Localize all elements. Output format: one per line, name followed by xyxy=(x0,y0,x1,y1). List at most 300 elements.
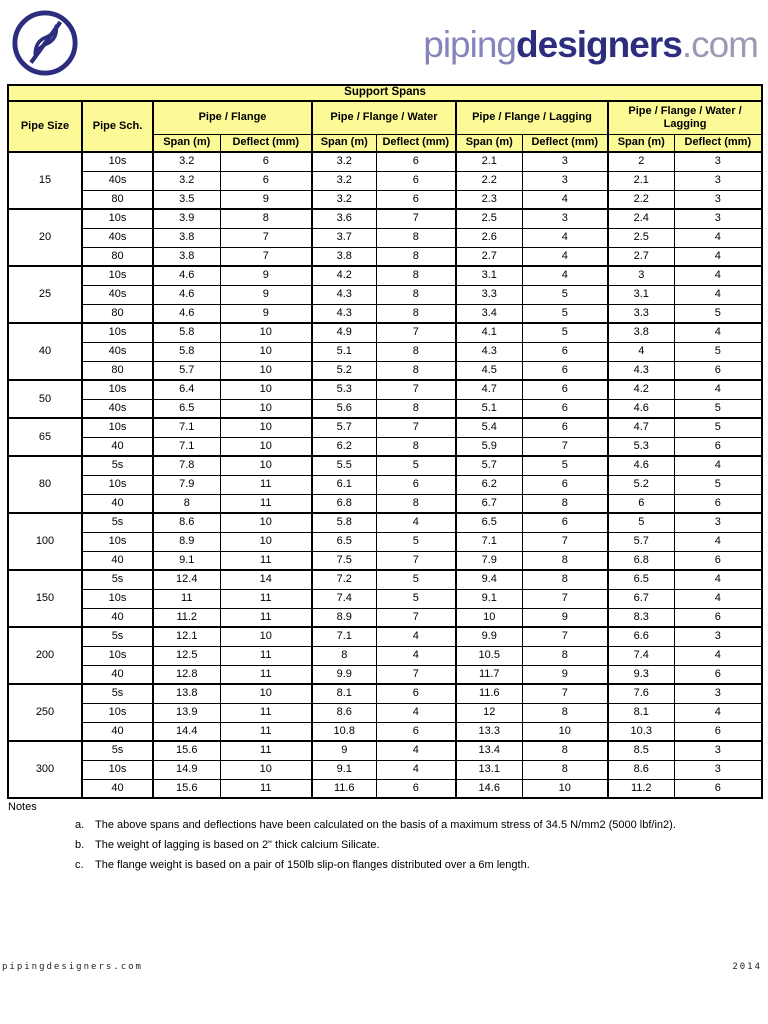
deflect-value-cell: 8 xyxy=(522,741,608,760)
deflect-value-cell: 10 xyxy=(220,684,312,703)
span-value-cell: 7.8 xyxy=(153,456,220,475)
span-value-cell: 4.2 xyxy=(608,380,674,399)
deflect-value-cell: 11 xyxy=(220,722,312,741)
span-value-cell: 9.1 xyxy=(153,551,220,570)
note-item xyxy=(7,819,761,833)
deflect-value-cell: 11 xyxy=(220,551,312,570)
deflect-value-cell: 5 xyxy=(674,304,762,323)
deflect-value-cell: 7 xyxy=(522,532,608,551)
deflect-value-cell: 11 xyxy=(220,779,312,798)
deflect-value-cell: 4 xyxy=(674,247,762,266)
span-value-cell: 5.9 xyxy=(456,437,522,456)
deflect-value-cell: 4 xyxy=(376,627,456,646)
span-value-cell: 3.1 xyxy=(608,285,674,304)
span-value-cell: 10 xyxy=(456,608,522,627)
span-value-cell: 3.2 xyxy=(312,190,376,209)
span-value-cell: 2.1 xyxy=(456,152,522,171)
deflect-value-cell: 4 xyxy=(376,703,456,722)
pipe-sch-cell: 10s xyxy=(82,152,153,171)
sub-header-deflect: Deflect (mm) xyxy=(522,134,608,152)
pipe-sch-cell: 5s xyxy=(82,456,153,475)
deflect-value-cell: 4 xyxy=(376,646,456,665)
group-header-pipe-flange-water: Pipe / Flange / Water xyxy=(312,101,456,134)
span-value-cell: 2.5 xyxy=(456,209,522,228)
deflect-value-cell: 4 xyxy=(674,266,762,285)
deflect-value-cell: 14 xyxy=(220,570,312,589)
span-value-cell: 9.3 xyxy=(608,665,674,684)
pipe-sch-cell: 40 xyxy=(82,608,153,627)
span-value-cell: 9.9 xyxy=(312,665,376,684)
span-value-cell: 12.5 xyxy=(153,646,220,665)
span-value-cell: 6.8 xyxy=(312,494,376,513)
span-value-cell: 10.3 xyxy=(608,722,674,741)
span-value-cell: 11 xyxy=(153,589,220,608)
deflect-value-cell: 8 xyxy=(522,703,608,722)
span-value-cell: 4.2 xyxy=(312,266,376,285)
deflect-value-cell: 8 xyxy=(376,304,456,323)
deflect-value-cell: 8 xyxy=(522,646,608,665)
deflect-value-cell: 3 xyxy=(674,190,762,209)
wordmark-piping: piping xyxy=(423,24,517,65)
span-value-cell: 3.8 xyxy=(312,247,376,266)
span-value-cell: 5.6 xyxy=(312,399,376,418)
note-item xyxy=(7,859,761,873)
table-row xyxy=(8,247,762,266)
deflect-value-cell: 3 xyxy=(674,760,762,779)
deflect-value-cell: 10 xyxy=(522,722,608,741)
deflect-value-cell: 3 xyxy=(674,741,762,760)
span-value-cell: 6 xyxy=(608,494,674,513)
span-value-cell: 4.3 xyxy=(608,361,674,380)
deflect-value-cell: 8 xyxy=(376,228,456,247)
span-value-cell: 8.9 xyxy=(312,608,376,627)
deflect-value-cell: 6 xyxy=(376,722,456,741)
span-value-cell: 2.7 xyxy=(608,247,674,266)
deflect-value-cell: 4 xyxy=(674,228,762,247)
span-value-cell: 9.9 xyxy=(456,627,522,646)
brand-header xyxy=(0,0,768,84)
deflect-value-cell: 8 xyxy=(376,494,456,513)
deflect-value-cell: 6 xyxy=(522,399,608,418)
size-group-250 xyxy=(8,684,762,741)
pipe-sch-cell: 80 xyxy=(82,304,153,323)
span-value-cell: 5.7 xyxy=(312,418,376,437)
span-value-cell: 4.6 xyxy=(153,266,220,285)
span-value-cell: 13.1 xyxy=(456,760,522,779)
deflect-value-cell: 7 xyxy=(220,247,312,266)
note-letter: b. xyxy=(75,838,85,851)
deflect-value-cell: 5 xyxy=(376,589,456,608)
deflect-value-cell: 10 xyxy=(220,760,312,779)
span-value-cell: 9.1 xyxy=(312,760,376,779)
deflect-value-cell: 4 xyxy=(674,380,762,399)
deflect-value-cell: 4 xyxy=(674,456,762,475)
span-value-cell: 13.9 xyxy=(153,703,220,722)
span-value-cell: 3.8 xyxy=(153,228,220,247)
span-value-cell: 6.4 xyxy=(153,380,220,399)
pipe-sch-cell: 10s xyxy=(82,703,153,722)
deflect-value-cell: 7 xyxy=(522,684,608,703)
pipe-size-cell: 65 xyxy=(8,418,82,456)
table-row xyxy=(8,342,762,361)
pipe-sch-cell: 10s xyxy=(82,266,153,285)
span-value-cell: 5 xyxy=(608,513,674,532)
col-header-pipe-sch: Pipe Sch. xyxy=(82,101,153,152)
span-value-cell: 5.7 xyxy=(153,361,220,380)
deflect-value-cell: 3 xyxy=(674,513,762,532)
deflect-value-cell: 7 xyxy=(522,627,608,646)
wordmark-designers: designers xyxy=(516,24,682,65)
span-value-cell: 6.6 xyxy=(608,627,674,646)
col-header-pipe-size: Pipe Size xyxy=(8,101,82,152)
table-row xyxy=(8,627,762,646)
table-row xyxy=(8,418,762,437)
group-header-pipe-flange-water-lagging: Pipe / Flange / Water / Lagging xyxy=(608,101,762,134)
notes-label: Notes xyxy=(8,801,37,813)
span-value-cell: 4.7 xyxy=(456,380,522,399)
span-value-cell: 6.5 xyxy=(608,570,674,589)
size-group-300 xyxy=(8,741,762,798)
deflect-value-cell: 10 xyxy=(220,456,312,475)
pipe-sch-cell: 10s xyxy=(82,760,153,779)
pipe-sch-cell: 40 xyxy=(82,779,153,798)
deflect-value-cell: 10 xyxy=(220,342,312,361)
deflect-value-cell: 8 xyxy=(376,342,456,361)
pipe-sch-cell: 80 xyxy=(82,361,153,380)
pipe-size-cell: 250 xyxy=(8,684,82,741)
span-value-cell: 2.6 xyxy=(456,228,522,247)
span-value-cell: 3.2 xyxy=(312,171,376,190)
deflect-value-cell: 8 xyxy=(376,247,456,266)
deflect-value-cell: 3 xyxy=(522,152,608,171)
deflect-value-cell: 5 xyxy=(522,323,608,342)
pipe-size-cell: 20 xyxy=(8,209,82,266)
support-spans-table xyxy=(7,84,763,799)
size-group-200 xyxy=(8,627,762,684)
span-value-cell: 3.1 xyxy=(456,266,522,285)
span-value-cell: 5.5 xyxy=(312,456,376,475)
deflect-value-cell: 5 xyxy=(674,399,762,418)
deflect-value-cell: 10 xyxy=(220,513,312,532)
deflect-value-cell: 5 xyxy=(522,285,608,304)
deflect-value-cell: 9 xyxy=(522,608,608,627)
span-value-cell: 11.2 xyxy=(608,779,674,798)
pipingdesigners-logo-icon xyxy=(10,8,80,78)
span-value-cell: 5.8 xyxy=(153,323,220,342)
table-row xyxy=(8,209,762,228)
pipe-size-cell: 100 xyxy=(8,513,82,570)
page-footer xyxy=(0,962,768,972)
span-value-cell: 12.1 xyxy=(153,627,220,646)
deflect-value-cell: 8 xyxy=(376,399,456,418)
span-value-cell: 3.7 xyxy=(312,228,376,247)
span-value-cell: 8.9 xyxy=(153,532,220,551)
span-value-cell: 8 xyxy=(312,646,376,665)
span-value-cell: 4.7 xyxy=(608,418,674,437)
deflect-value-cell: 3 xyxy=(674,627,762,646)
pipe-sch-cell: 80 xyxy=(82,247,153,266)
span-value-cell: 2 xyxy=(608,152,674,171)
table-row xyxy=(8,399,762,418)
span-value-cell: 5.2 xyxy=(312,361,376,380)
sub-header-span: Span (m) xyxy=(153,134,220,152)
note-text: The above spans and deflections have been calculated on the basis of a maximum stress of 34.5 N/mm2 (5000 lbf/in2). xyxy=(95,819,676,831)
footer-site: pipingdesigners.com xyxy=(2,962,143,972)
table-row xyxy=(8,152,762,171)
deflect-value-cell: 5 xyxy=(674,418,762,437)
span-value-cell: 13.8 xyxy=(153,684,220,703)
size-group-100 xyxy=(8,513,762,570)
table-row xyxy=(8,513,762,532)
pipe-sch-cell: 10s xyxy=(82,646,153,665)
span-value-cell: 4.5 xyxy=(456,361,522,380)
size-group-20 xyxy=(8,209,762,266)
span-value-cell: 15.6 xyxy=(153,741,220,760)
span-value-cell: 5.3 xyxy=(608,437,674,456)
deflect-value-cell: 6 xyxy=(522,513,608,532)
pipe-sch-cell: 10s xyxy=(82,532,153,551)
table-row xyxy=(8,266,762,285)
deflect-value-cell: 10 xyxy=(220,627,312,646)
span-value-cell: 7.1 xyxy=(456,532,522,551)
span-value-cell: 6.7 xyxy=(456,494,522,513)
sub-header-deflect: Deflect (mm) xyxy=(220,134,312,152)
span-value-cell: 13.4 xyxy=(456,741,522,760)
pipe-size-cell: 50 xyxy=(8,380,82,418)
span-value-cell: 7.4 xyxy=(312,589,376,608)
span-value-cell: 8 xyxy=(153,494,220,513)
table-row xyxy=(8,494,762,513)
pipe-size-cell: 150 xyxy=(8,570,82,627)
span-value-cell: 13.3 xyxy=(456,722,522,741)
note-item xyxy=(7,839,761,853)
span-value-cell: 7.9 xyxy=(456,551,522,570)
pipe-sch-cell: 10s xyxy=(82,323,153,342)
span-value-cell: 6.5 xyxy=(312,532,376,551)
note-letter: a. xyxy=(75,819,85,831)
deflect-value-cell: 4 xyxy=(522,266,608,285)
table-row xyxy=(8,304,762,323)
span-value-cell: 2.1 xyxy=(608,171,674,190)
sub-header-deflect: Deflect (mm) xyxy=(376,134,456,152)
span-value-cell: 10.5 xyxy=(456,646,522,665)
span-value-cell: 5.3 xyxy=(312,380,376,399)
pipe-sch-cell: 10s xyxy=(82,475,153,494)
deflect-value-cell: 6 xyxy=(674,361,762,380)
deflect-value-cell: 6 xyxy=(376,684,456,703)
span-value-cell: 3.5 xyxy=(153,190,220,209)
table-row xyxy=(8,703,762,722)
span-value-cell: 5.1 xyxy=(456,399,522,418)
deflect-value-cell: 8 xyxy=(376,285,456,304)
span-value-cell: 7.5 xyxy=(312,551,376,570)
deflect-value-cell: 3 xyxy=(674,209,762,228)
span-value-cell: 4.3 xyxy=(312,304,376,323)
table-wrapper xyxy=(7,84,761,799)
span-value-cell: 3.3 xyxy=(456,285,522,304)
pipe-sch-cell: 40 xyxy=(82,551,153,570)
span-value-cell: 7.6 xyxy=(608,684,674,703)
table-row xyxy=(8,722,762,741)
deflect-value-cell: 6 xyxy=(376,475,456,494)
span-value-cell: 5.7 xyxy=(608,532,674,551)
deflect-value-cell: 6 xyxy=(220,171,312,190)
deflect-value-cell: 6 xyxy=(376,779,456,798)
span-value-cell: 2.2 xyxy=(608,190,674,209)
deflect-value-cell: 7 xyxy=(220,228,312,247)
span-value-cell: 3.2 xyxy=(312,152,376,171)
deflect-value-cell: 3 xyxy=(674,684,762,703)
deflect-value-cell: 10 xyxy=(220,323,312,342)
span-value-cell: 3.3 xyxy=(608,304,674,323)
deflect-value-cell: 5 xyxy=(522,456,608,475)
span-value-cell: 8.3 xyxy=(608,608,674,627)
deflect-value-cell: 4 xyxy=(522,190,608,209)
span-value-cell: 6.5 xyxy=(456,513,522,532)
table-row xyxy=(8,190,762,209)
deflect-value-cell: 8 xyxy=(376,361,456,380)
span-value-cell: 12 xyxy=(456,703,522,722)
deflect-value-cell: 3 xyxy=(522,209,608,228)
deflect-value-cell: 7 xyxy=(522,437,608,456)
span-value-cell: 5.8 xyxy=(153,342,220,361)
deflect-value-cell: 7 xyxy=(376,551,456,570)
pipe-size-cell: 40 xyxy=(8,323,82,380)
span-value-cell: 14.6 xyxy=(456,779,522,798)
pipe-sch-cell: 40 xyxy=(82,437,153,456)
span-value-cell: 8.6 xyxy=(312,703,376,722)
pipe-size-cell: 25 xyxy=(8,266,82,323)
span-value-cell: 2.4 xyxy=(608,209,674,228)
group-header-pipe-flange: Pipe / Flange xyxy=(153,101,312,134)
group-header-pipe-flange-lagging: Pipe / Flange / Lagging xyxy=(456,101,608,134)
span-value-cell: 6.1 xyxy=(312,475,376,494)
deflect-value-cell: 3 xyxy=(674,171,762,190)
size-group-40 xyxy=(8,323,762,380)
span-value-cell: 5.4 xyxy=(456,418,522,437)
span-value-cell: 2.3 xyxy=(456,190,522,209)
deflect-value-cell: 10 xyxy=(220,399,312,418)
deflect-value-cell: 10 xyxy=(220,532,312,551)
table-row xyxy=(8,760,762,779)
deflect-value-cell: 4 xyxy=(674,646,762,665)
pipe-sch-cell: 40 xyxy=(82,494,153,513)
deflect-value-cell: 10 xyxy=(220,437,312,456)
deflect-value-cell: 4 xyxy=(674,589,762,608)
span-value-cell: 5.1 xyxy=(312,342,376,361)
pipe-sch-cell: 5s xyxy=(82,570,153,589)
deflect-value-cell: 5 xyxy=(376,570,456,589)
deflect-value-cell: 4 xyxy=(674,570,762,589)
pipe-sch-cell: 40 xyxy=(82,722,153,741)
deflect-value-cell: 8 xyxy=(220,209,312,228)
span-value-cell: 4.6 xyxy=(608,399,674,418)
pipe-size-cell: 80 xyxy=(8,456,82,513)
deflect-value-cell: 4 xyxy=(674,285,762,304)
span-value-cell: 14.4 xyxy=(153,722,220,741)
span-value-cell: 5.8 xyxy=(312,513,376,532)
note-text: The flange weight is based on a pair of 150lb slip-on flanges distributed over a 6m length. xyxy=(95,858,530,871)
deflect-value-cell: 6 xyxy=(522,380,608,399)
table-row xyxy=(8,437,762,456)
deflect-value-cell: 6 xyxy=(674,779,762,798)
span-value-cell: 7.4 xyxy=(608,646,674,665)
table-row xyxy=(8,228,762,247)
deflect-value-cell: 10 xyxy=(220,418,312,437)
span-value-cell: 6.2 xyxy=(456,475,522,494)
size-group-15 xyxy=(8,152,762,209)
table-row xyxy=(8,323,762,342)
span-value-cell: 6.5 xyxy=(153,399,220,418)
span-value-cell: 2.7 xyxy=(456,247,522,266)
sub-header-span: Span (m) xyxy=(456,134,522,152)
size-group-25 xyxy=(8,266,762,323)
span-value-cell: 7.2 xyxy=(312,570,376,589)
table-row xyxy=(8,684,762,703)
pipe-sch-cell: 40s xyxy=(82,171,153,190)
table-row xyxy=(8,532,762,551)
span-value-cell: 3.2 xyxy=(153,152,220,171)
deflect-value-cell: 4 xyxy=(674,532,762,551)
note-letter: c. xyxy=(75,858,84,871)
span-value-cell: 3 xyxy=(608,266,674,285)
pipe-size-cell: 200 xyxy=(8,627,82,684)
deflect-value-cell: 6 xyxy=(674,608,762,627)
span-value-cell: 6.2 xyxy=(312,437,376,456)
deflect-value-cell: 6 xyxy=(674,494,762,513)
deflect-value-cell: 4 xyxy=(674,323,762,342)
span-value-cell: 6.8 xyxy=(608,551,674,570)
notes-section xyxy=(7,801,761,872)
table-row xyxy=(8,741,762,760)
deflect-value-cell: 8 xyxy=(522,494,608,513)
pipe-sch-cell: 40s xyxy=(82,228,153,247)
table-row xyxy=(8,361,762,380)
table-title: Support Spans xyxy=(8,85,762,101)
span-value-cell: 5.7 xyxy=(456,456,522,475)
deflect-value-cell: 5 xyxy=(376,456,456,475)
wordmark xyxy=(423,24,758,66)
deflect-value-cell: 7 xyxy=(376,665,456,684)
table-row xyxy=(8,570,762,589)
pipe-sch-cell: 40 xyxy=(82,665,153,684)
table-row xyxy=(8,665,762,684)
deflect-value-cell: 9 xyxy=(522,665,608,684)
pipe-size-cell: 15 xyxy=(8,152,82,209)
table-row xyxy=(8,285,762,304)
span-value-cell: 8.1 xyxy=(312,684,376,703)
table-row xyxy=(8,456,762,475)
span-value-cell: 4.6 xyxy=(153,285,220,304)
span-value-cell: 11.6 xyxy=(456,684,522,703)
deflect-value-cell: 4 xyxy=(376,760,456,779)
deflect-value-cell: 6 xyxy=(220,152,312,171)
deflect-value-cell: 4 xyxy=(376,513,456,532)
footer-year: 2014 xyxy=(732,962,762,972)
deflect-value-cell: 5 xyxy=(522,304,608,323)
deflect-value-cell: 6 xyxy=(376,171,456,190)
span-value-cell: 4.6 xyxy=(153,304,220,323)
deflect-value-cell: 10 xyxy=(522,779,608,798)
deflect-value-cell: 4 xyxy=(376,741,456,760)
deflect-value-cell: 11 xyxy=(220,608,312,627)
deflect-value-cell: 9 xyxy=(220,190,312,209)
deflect-value-cell: 6 xyxy=(522,342,608,361)
span-value-cell: 7.1 xyxy=(312,627,376,646)
deflect-value-cell: 7 xyxy=(376,608,456,627)
pipe-sch-cell: 40s xyxy=(82,285,153,304)
span-value-cell: 8.5 xyxy=(608,741,674,760)
